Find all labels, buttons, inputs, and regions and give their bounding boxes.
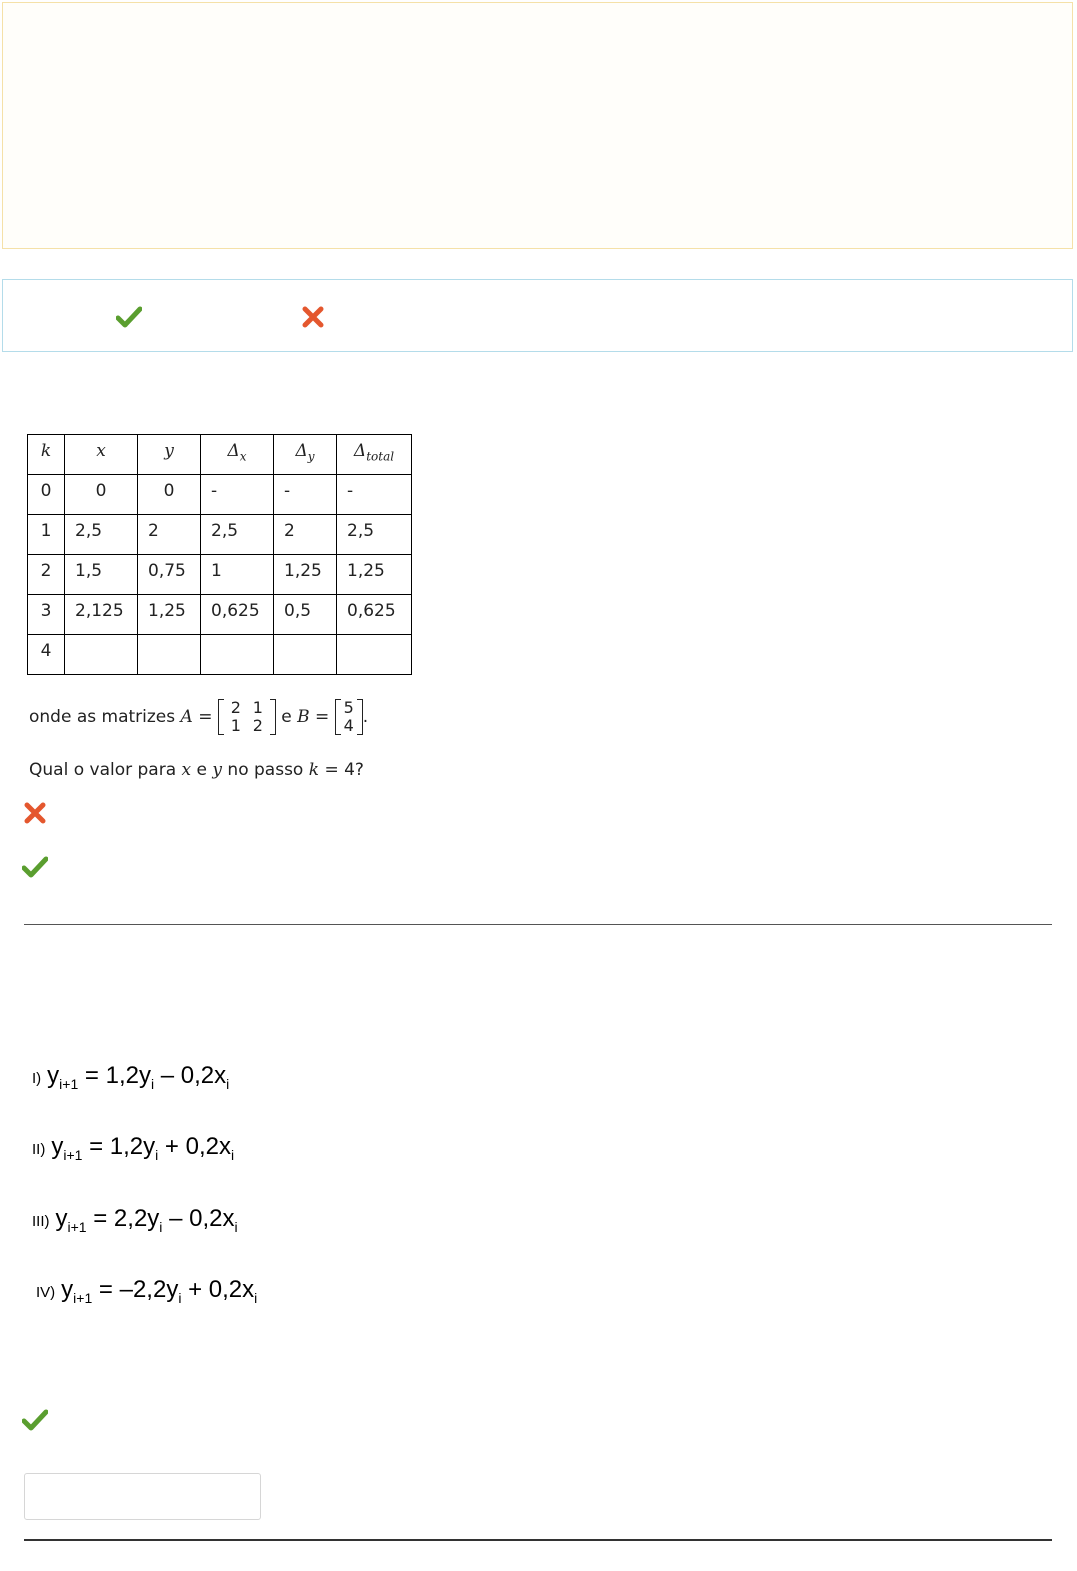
eq-mid: = –2,2y: [92, 1276, 179, 1303]
table-row: [28, 515, 412, 555]
table-cell: 0: [28, 475, 65, 515]
table-cell: [65, 635, 138, 675]
eq-sub: i+1: [59, 1075, 79, 1092]
equation-option-3: [32, 1205, 238, 1235]
eq-mid: = 1,2y: [82, 1133, 156, 1160]
table-cell: 4: [28, 635, 65, 675]
prompt-var-k: k: [308, 760, 320, 780]
header-y: y: [138, 435, 201, 475]
eq-sub: i: [150, 1075, 155, 1092]
prompt-text: e: [196, 760, 207, 780]
eq-rhs: – 0,2x: [154, 1062, 227, 1089]
eq-sub: i: [226, 1075, 230, 1092]
matrices-connector: e: [281, 707, 292, 727]
eq-sub: i: [230, 1146, 235, 1163]
matrix-b: [335, 699, 363, 735]
question-prompt: [29, 760, 364, 780]
feedback-legend-panel: [2, 279, 1073, 352]
table-cell: 2: [28, 555, 65, 595]
matrix-cell: 1: [252, 698, 263, 717]
equals-sign: =: [315, 707, 330, 727]
table-cell: 2,5: [337, 515, 412, 555]
eq-sub: i+1: [67, 1218, 87, 1235]
prompt-text: no passo: [227, 760, 304, 780]
header-delta-x: $\Delta_x$: [201, 435, 274, 475]
table-cell: -: [274, 475, 337, 515]
table-cell: 2,5: [65, 515, 138, 555]
matrix-a: [218, 699, 276, 735]
table-row: [28, 635, 412, 675]
eq-mid: = 1,2y: [78, 1062, 151, 1089]
table-cell: [274, 635, 337, 675]
eq-mid: = 2,2y: [86, 1205, 160, 1232]
eq-rhs: + 0,2x: [181, 1276, 255, 1303]
table-cell: 2,5: [201, 515, 274, 555]
equals-sign: =: [198, 707, 213, 727]
table-cell: 1,25: [138, 595, 201, 635]
eq-sub: i: [234, 1218, 238, 1235]
table-cell: [201, 635, 274, 675]
eq-sub: i: [155, 1146, 159, 1163]
eq-sub: i: [159, 1218, 163, 1235]
eq-sub: i: [254, 1289, 258, 1306]
table-row: [28, 475, 412, 515]
table-cell: 2,125: [65, 595, 138, 635]
table-header-row: [28, 435, 412, 475]
matrices-end: .: [362, 707, 369, 727]
prompt-var-y: y: [212, 760, 223, 780]
matrix-b-name: B: [297, 707, 310, 727]
option-number: III): [32, 1213, 50, 1230]
table-cell: 0,75: [138, 555, 201, 595]
prompt-text: = 4?: [324, 760, 364, 780]
header-delta-y: $\Delta_y$: [274, 435, 337, 475]
table-cell: 0: [138, 475, 201, 515]
iteration-table: [27, 434, 412, 675]
header-x: x: [65, 435, 138, 475]
matrices-definition: [29, 699, 368, 735]
table-cell: 1,25: [274, 555, 337, 595]
matrix-cell: 5: [343, 698, 354, 717]
eq-sub: i: [178, 1289, 182, 1306]
matrix-cell: 2: [230, 698, 241, 717]
table-row: [28, 555, 412, 595]
table-cell: 0,625: [201, 595, 274, 635]
table-cell: 0,625: [337, 595, 412, 635]
eq-sub: i+1: [63, 1146, 83, 1163]
header-k: k: [28, 435, 65, 475]
check-icon: [116, 306, 142, 328]
cross-icon: [302, 306, 324, 328]
eq-lhs: y: [47, 1062, 60, 1089]
table-cell: 2: [274, 515, 337, 555]
check-icon: [22, 856, 48, 878]
check-icon: [22, 1409, 48, 1431]
matrix-a-name: A: [180, 707, 193, 727]
prompt-var-x: x: [181, 760, 192, 780]
answer-input[interactable]: [24, 1473, 261, 1520]
eq-rhs: – 0,2x: [162, 1205, 235, 1232]
cross-icon: [24, 802, 46, 824]
prompt-text: Qual o valor para: [29, 760, 177, 780]
table-cell: 1: [28, 515, 65, 555]
eq-lhs: y: [51, 1133, 64, 1160]
eq-lhs: y: [61, 1276, 74, 1303]
table-cell: 2: [138, 515, 201, 555]
matrix-cell: 4: [343, 716, 354, 735]
equation-option-2: [32, 1133, 234, 1163]
table-row: [28, 595, 412, 635]
eq-rhs: + 0,2x: [158, 1133, 231, 1160]
header-delta-total: $\Delta_{total}$: [337, 435, 412, 475]
option-number: I): [32, 1070, 42, 1087]
matrices-prefix: onde as matrizes: [29, 707, 176, 727]
option-number: II): [32, 1141, 46, 1158]
notice-panel: [2, 2, 1073, 249]
table-cell: [138, 635, 201, 675]
option-number: IV): [36, 1284, 56, 1301]
table-cell: 3: [28, 595, 65, 635]
table-cell: 0,5: [274, 595, 337, 635]
question-divider: [24, 924, 1052, 925]
matrix-cell: 2: [252, 716, 263, 735]
table-cell: 0: [65, 475, 138, 515]
table-cell: [337, 635, 412, 675]
equation-option-1: [32, 1062, 229, 1092]
table-cell: -: [201, 475, 274, 515]
table-cell: 1: [201, 555, 274, 595]
equation-option-4: [36, 1276, 257, 1306]
table-cell: 1,5: [65, 555, 138, 595]
eq-sub: i+1: [73, 1289, 93, 1306]
table-cell: 1,25: [337, 555, 412, 595]
table-cell: -: [337, 475, 412, 515]
matrix-cell: 1: [230, 716, 241, 735]
question-divider: [24, 1539, 1052, 1541]
eq-lhs: y: [55, 1205, 68, 1232]
